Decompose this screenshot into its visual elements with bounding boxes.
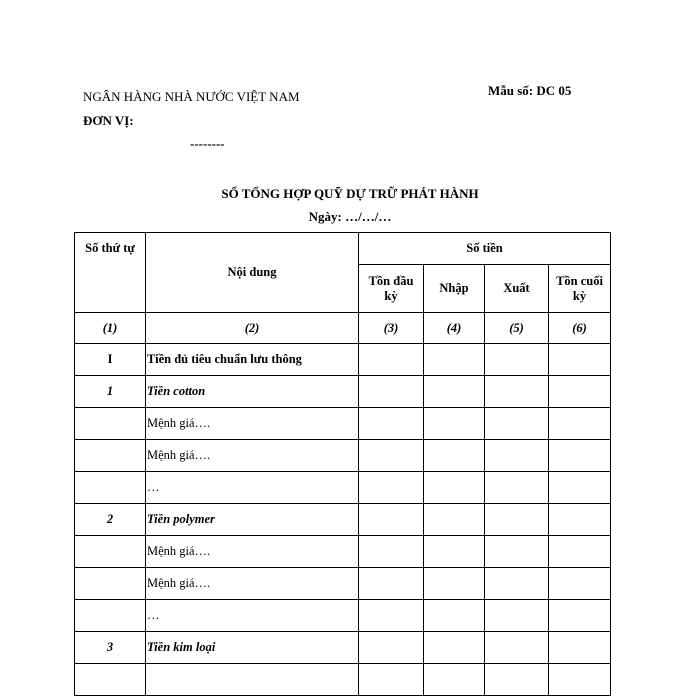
- column-number: (4): [424, 313, 485, 344]
- table-row: [75, 472, 611, 504]
- column-header-amount: Số tiền: [359, 233, 611, 265]
- amount-cell: [424, 536, 485, 568]
- amount-cell: [359, 632, 424, 664]
- document-title: SỔ TỔNG HỢP QUỸ DỰ TRỮ PHÁT HÀNH: [221, 186, 479, 201]
- row-content-cell: Tiền polymer: [146, 504, 359, 536]
- ledger-table: [74, 232, 611, 696]
- row-number-cell: [75, 536, 146, 568]
- row-content-cell: [146, 664, 359, 696]
- amount-cell: [549, 504, 611, 536]
- amount-cell: [549, 376, 611, 408]
- amount-cell: [424, 664, 485, 696]
- row-number-cell: [75, 664, 146, 696]
- row-number-cell: [75, 568, 146, 600]
- amount-cell: [549, 344, 611, 376]
- amount-cell: [359, 376, 424, 408]
- amount-cell: [424, 440, 485, 472]
- row-content-cell: Mệnh giá….: [146, 536, 359, 568]
- date-line: Ngày: …/…/…: [308, 209, 392, 224]
- amount-cell: [485, 504, 549, 536]
- table-row: [75, 344, 611, 376]
- amount-cell: [359, 536, 424, 568]
- row-content-cell: Tiền cotton: [146, 376, 359, 408]
- table-row: [75, 600, 611, 632]
- table-row: [75, 664, 611, 696]
- amount-cell: [359, 664, 424, 696]
- amount-cell: [549, 664, 611, 696]
- amount-cell: [359, 568, 424, 600]
- amount-cell: [424, 632, 485, 664]
- amount-cell: [549, 408, 611, 440]
- row-content-cell: Mệnh giá….: [146, 440, 359, 472]
- table-row: [75, 408, 611, 440]
- column-number: (3): [359, 313, 424, 344]
- amount-cell: [549, 568, 611, 600]
- column-header-in: Nhập: [424, 265, 485, 313]
- row-content-cell: Mệnh giá….: [146, 568, 359, 600]
- table-row: [75, 632, 611, 664]
- column-number: (1): [75, 313, 146, 344]
- amount-cell: [485, 664, 549, 696]
- amount-cell: [485, 536, 549, 568]
- amount-cell: [359, 344, 424, 376]
- amount-cell: [485, 344, 549, 376]
- amount-cell: [485, 568, 549, 600]
- amount-cell: [424, 568, 485, 600]
- amount-cell: [424, 504, 485, 536]
- amount-cell: [424, 344, 485, 376]
- amount-cell: [359, 408, 424, 440]
- amount-cell: [485, 376, 549, 408]
- amount-cell: [549, 440, 611, 472]
- column-header-stt: Số thứ tự: [75, 233, 146, 313]
- row-number-cell: [75, 472, 146, 504]
- row-content-cell: Tiền kim loại: [146, 632, 359, 664]
- row-number-cell: 3: [75, 632, 146, 664]
- separator-line: --------: [190, 136, 225, 151]
- row-number-cell: I: [75, 344, 146, 376]
- unit-label: ĐƠN VỊ:: [83, 113, 134, 128]
- table-row: [75, 504, 611, 536]
- amount-cell: [424, 600, 485, 632]
- column-header-opening: Tồn đầu kỳ: [359, 265, 424, 313]
- column-number-row: [75, 313, 611, 344]
- amount-cell: [359, 504, 424, 536]
- amount-cell: [485, 472, 549, 504]
- column-number: (5): [485, 313, 549, 344]
- amount-cell: [359, 440, 424, 472]
- column-header-out: Xuất: [485, 265, 549, 313]
- header-row-top: [75, 233, 611, 265]
- amount-cell: [485, 408, 549, 440]
- amount-cell: [359, 600, 424, 632]
- amount-cell: [359, 472, 424, 504]
- column-number: (2): [146, 313, 359, 344]
- amount-cell: [424, 376, 485, 408]
- row-content-cell: …: [146, 472, 359, 504]
- amount-cell: [485, 632, 549, 664]
- amount-cell: [485, 600, 549, 632]
- row-content-cell: Tiền đủ tiêu chuẩn lưu thông: [146, 344, 359, 376]
- row-number-cell: 2: [75, 504, 146, 536]
- organization-name: NGÂN HÀNG NHÀ NƯỚC VIỆT NAM: [83, 89, 300, 104]
- column-number: (6): [549, 313, 611, 344]
- amount-cell: [549, 632, 611, 664]
- row-number-cell: [75, 408, 146, 440]
- column-header-content: Nội dung: [146, 233, 359, 313]
- row-number-cell: [75, 440, 146, 472]
- amount-cell: [549, 536, 611, 568]
- column-header-closing: Tồn cuối kỳ: [549, 265, 611, 313]
- row-content-cell: …: [146, 600, 359, 632]
- amount-cell: [549, 472, 611, 504]
- row-number-cell: [75, 600, 146, 632]
- amount-cell: [485, 440, 549, 472]
- row-content-cell: Mệnh giá….: [146, 408, 359, 440]
- table-row: [75, 376, 611, 408]
- amount-cell: [424, 472, 485, 504]
- amount-cell: [424, 408, 485, 440]
- form-code: Mẫu số: DC 05: [488, 83, 572, 98]
- table-row: [75, 440, 611, 472]
- amount-cell: [549, 600, 611, 632]
- table-row: [75, 536, 611, 568]
- row-number-cell: 1: [75, 376, 146, 408]
- table-row: [75, 568, 611, 600]
